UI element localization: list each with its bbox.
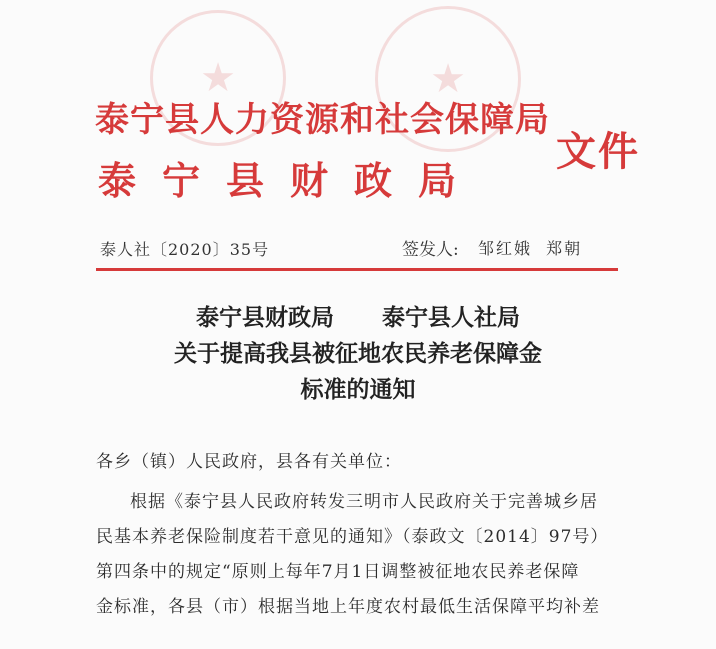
signer-label: 签发人: bbox=[402, 240, 459, 260]
notice-title-line-2: 关于提高我县被征地农民养老保障金 bbox=[174, 341, 542, 367]
signer-names: 邹红娥 郑朝 bbox=[478, 239, 583, 258]
seal-star-icon: ★ bbox=[430, 56, 466, 102]
notice-title-line-3: 标准的通知 bbox=[300, 377, 416, 403]
body-line: 根据《泰宁县人民政府转发三明市人民政府关于完善城乡居 bbox=[130, 492, 598, 512]
seal-star-icon: ★ bbox=[200, 55, 236, 101]
body-line: 民基本养老保险制度若干意见的通知》（泰政文〔2014〕97号） bbox=[96, 527, 609, 547]
issuer-line-2: 泰宁县财政局 bbox=[98, 159, 483, 203]
issuer-line-1: 泰宁县人力资源和社会保障局 bbox=[95, 100, 550, 140]
document-number: 泰人社〔2020〕35号 bbox=[100, 240, 270, 259]
notice-title-line-1: 泰宁县财政局 泰宁县人社局 bbox=[195, 305, 521, 331]
body-line: 第四条中的规定“原则上每年7月1日调整被征地农民养老保障 bbox=[96, 562, 580, 582]
salutation: 各乡（镇）人民政府，县各有关单位： bbox=[96, 452, 402, 472]
red-divider-line bbox=[96, 268, 618, 271]
body-line: 金标准，各县（市）根据当地上年度农村最低生活保障平均补差 bbox=[96, 597, 600, 617]
document-type: 文件 bbox=[556, 129, 640, 175]
